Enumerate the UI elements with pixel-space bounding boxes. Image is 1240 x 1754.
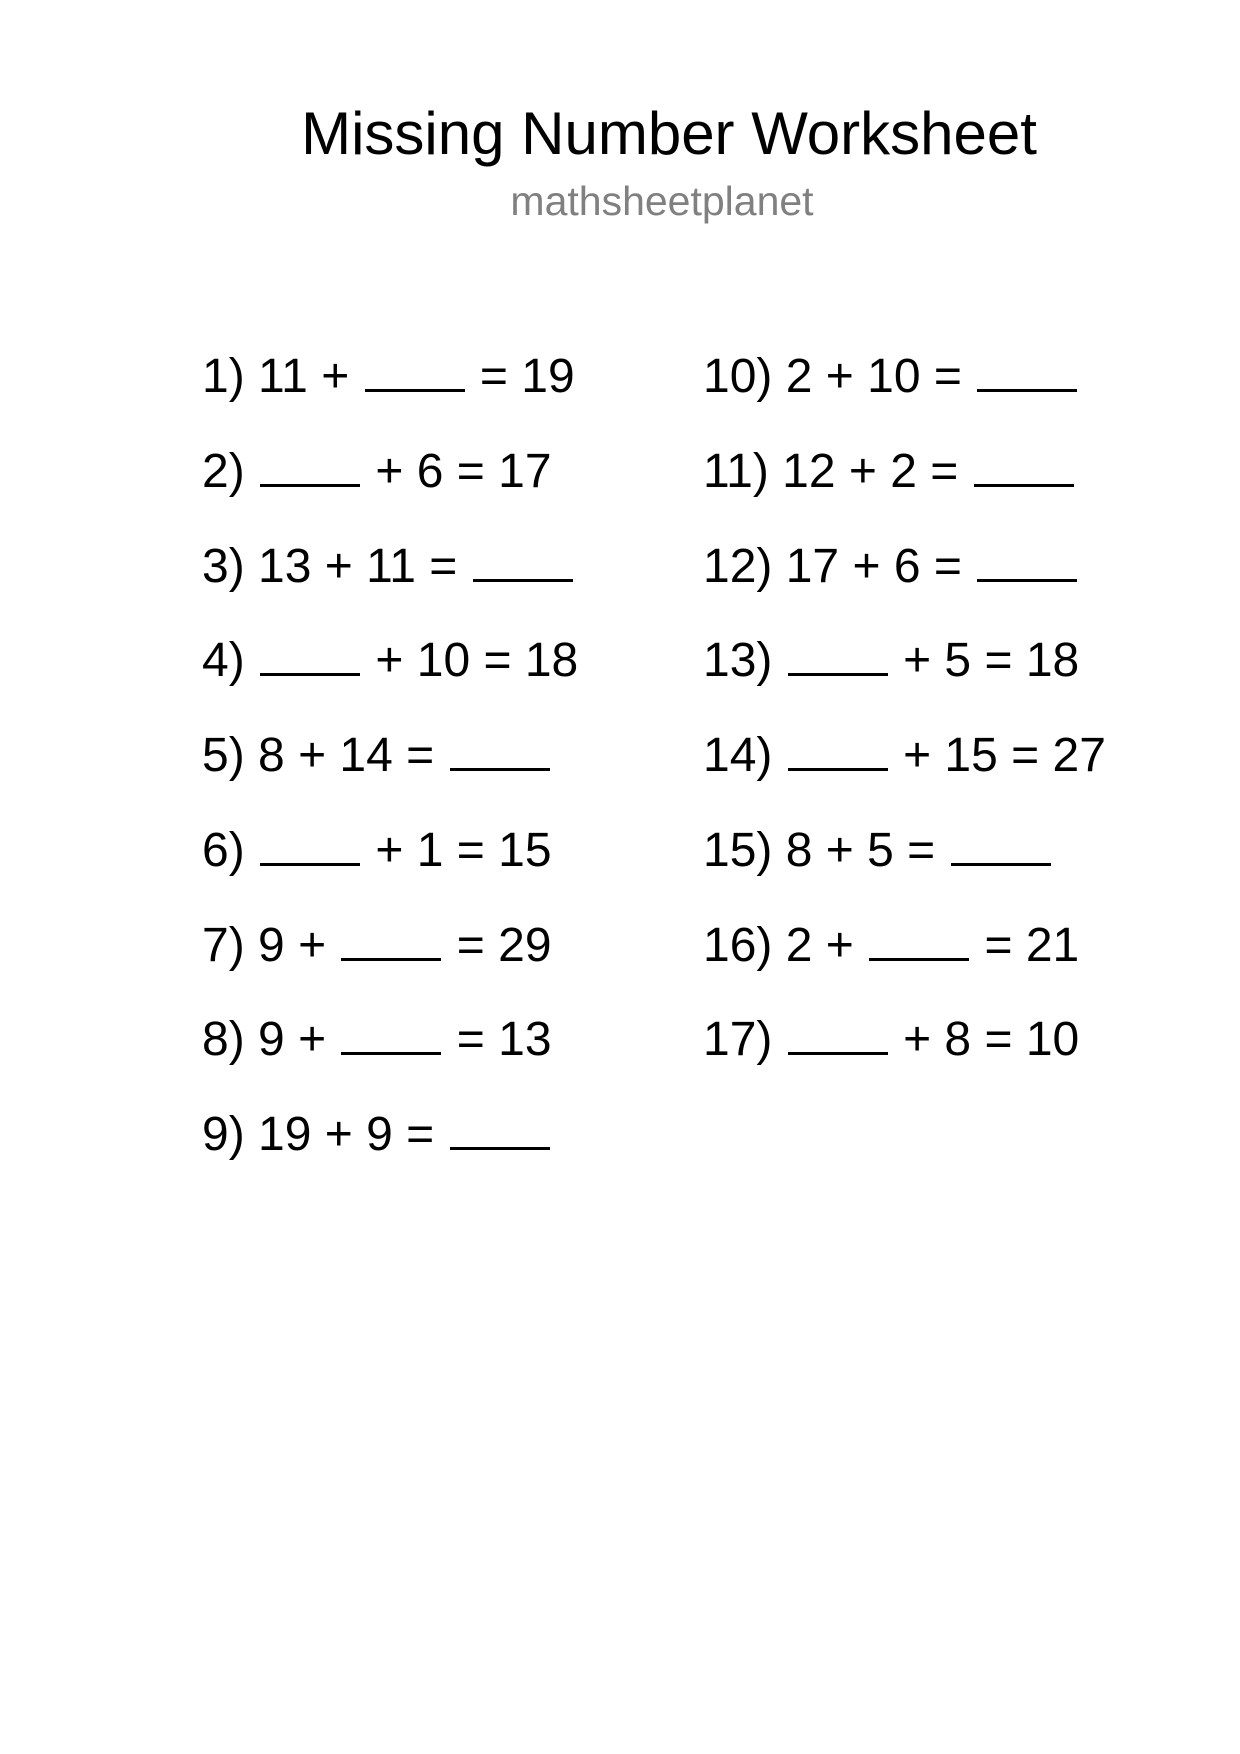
equation-text: 17 + 6 =: [785, 539, 962, 593]
answer-blank[interactable]: [341, 1008, 441, 1055]
problem-number: 9): [202, 1108, 245, 1161]
problem-number: 1): [202, 350, 245, 403]
answer-blank[interactable]: [260, 629, 360, 676]
equation-text: = 19: [479, 350, 575, 403]
problem-item: [202, 629, 578, 724]
problem-number: 15): [703, 823, 773, 877]
problem-number: 14): [703, 729, 773, 782]
problem-item: [703, 724, 1106, 819]
answer-blank[interactable]: [450, 1103, 550, 1150]
problem-item: [703, 1008, 1106, 1103]
answer-blank[interactable]: [788, 629, 888, 676]
equation-text: 2 +: [785, 918, 854, 972]
problem-item: [202, 440, 578, 535]
problem-number: 8): [202, 1013, 245, 1067]
problem-number: 7): [202, 918, 245, 972]
equation-text: + 15 = 27: [903, 729, 1106, 782]
equation-text: = 21: [984, 918, 1080, 972]
problem-column-left: [202, 345, 578, 1198]
equation-text: 8 + 14 =: [258, 729, 435, 782]
problem-number: 12): [703, 539, 773, 593]
answer-blank[interactable]: [365, 345, 465, 392]
equation-text: 13 + 11 =: [258, 539, 458, 593]
problem-number: 4): [202, 634, 245, 688]
equation-text: 9 +: [258, 1013, 327, 1067]
page-title: Missing Number Worksheet: [301, 100, 1037, 167]
equation-text: 2 + 10 =: [785, 350, 962, 403]
answer-blank[interactable]: [260, 819, 360, 866]
problem-column-right: [703, 345, 1106, 1103]
answer-blank[interactable]: [788, 724, 888, 771]
answer-blank[interactable]: [951, 819, 1051, 866]
equation-text: + 6 = 17: [375, 444, 552, 498]
problem-item: [202, 1008, 578, 1103]
problem-item: [202, 724, 578, 819]
problem-item: [202, 535, 578, 630]
answer-blank[interactable]: [869, 914, 969, 961]
problem-number: 13): [703, 634, 773, 688]
problem-item: [202, 345, 578, 440]
equation-text: 8 + 5 =: [785, 823, 936, 877]
answer-blank[interactable]: [974, 440, 1074, 487]
problem-item: [703, 819, 1106, 914]
problem-item: [703, 629, 1106, 724]
problem-number: 11): [703, 444, 769, 498]
problem-item: [703, 535, 1106, 630]
problem-number: 16): [703, 918, 773, 972]
problem-item: [202, 819, 578, 914]
answer-blank[interactable]: [977, 345, 1077, 392]
problem-number: 6): [202, 823, 245, 877]
equation-text: 11 +: [258, 350, 350, 403]
equation-text: + 8 = 10: [903, 1013, 1080, 1067]
answer-blank[interactable]: [341, 914, 441, 961]
problem-number: 5): [202, 729, 245, 782]
problem-number: 17): [703, 1013, 773, 1067]
equation-text: = 29: [456, 918, 552, 972]
problem-item: [703, 345, 1106, 440]
problem-item: [703, 440, 1106, 535]
equation-text: = 13: [456, 1013, 552, 1067]
answer-blank[interactable]: [473, 535, 573, 582]
answer-blank[interactable]: [450, 724, 550, 771]
problem-item: [202, 914, 578, 1009]
equation-text: 9 +: [258, 918, 327, 972]
answer-blank[interactable]: [788, 1008, 888, 1055]
problem-number: 10): [703, 350, 773, 403]
problem-number: 3): [202, 539, 245, 593]
equation-text: + 10 = 18: [375, 634, 579, 688]
publisher-subtitle: mathsheetplanet: [510, 178, 814, 224]
equation-text: 19 + 9 =: [258, 1108, 435, 1161]
answer-blank[interactable]: [260, 440, 360, 487]
problem-item: [703, 914, 1106, 1009]
answer-blank[interactable]: [977, 535, 1077, 582]
problem-number: 2): [202, 444, 245, 498]
equation-text: + 5 = 18: [903, 634, 1080, 688]
equation-text: + 1 = 15: [375, 823, 552, 877]
problem-item: [202, 1103, 578, 1198]
equation-text: 12 + 2 =: [782, 444, 959, 498]
